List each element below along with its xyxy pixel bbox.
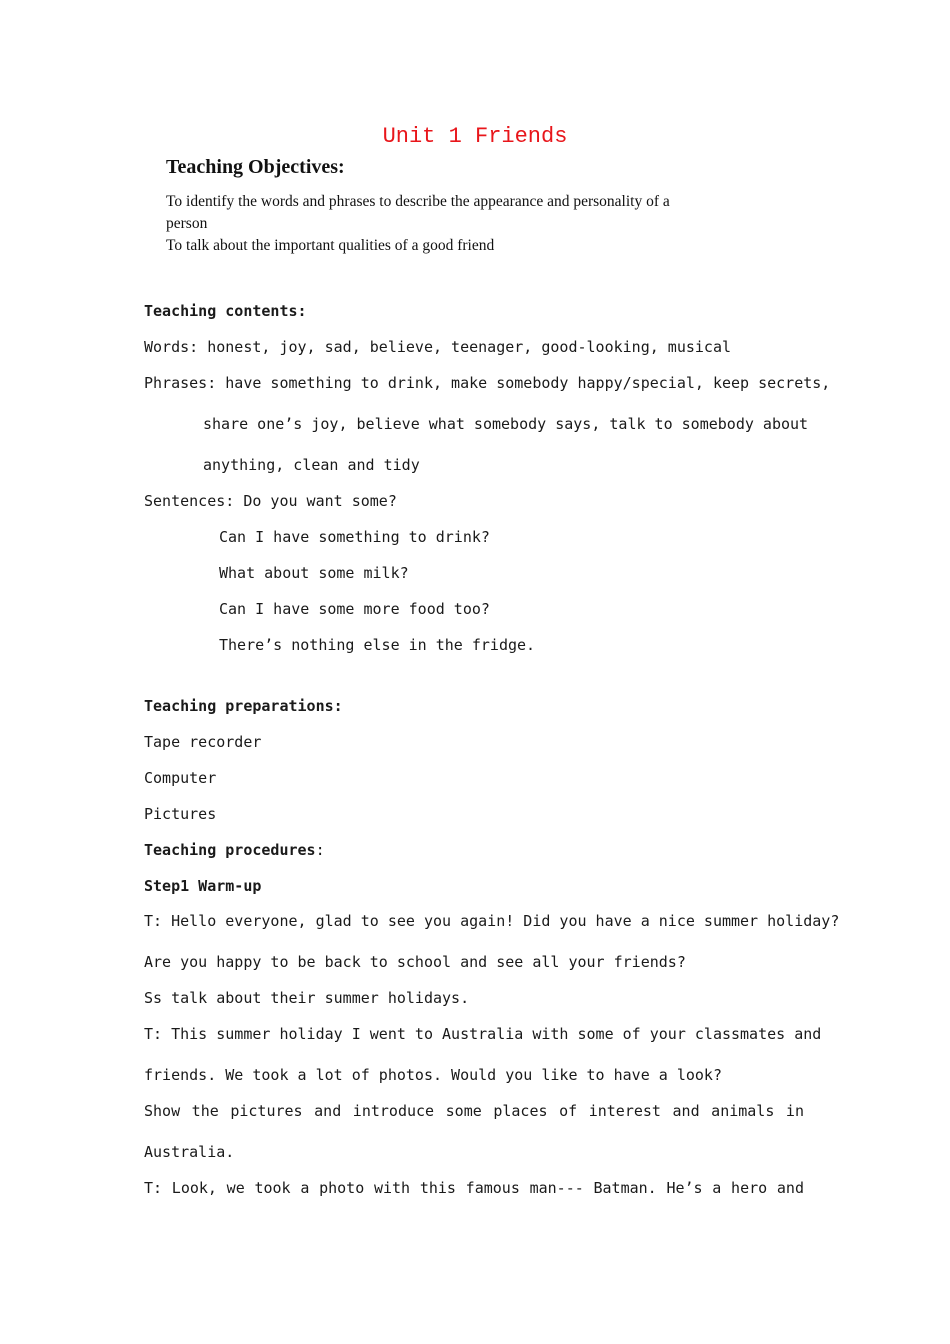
- contents-sentences-label: Sentences: Do you want some?: [144, 492, 397, 510]
- contents-words: Words: honest, joy, sad, believe, teenager, good-looking, musical: [144, 338, 731, 356]
- paragraph-line: T: Hello everyone, glad to see you again! Did you have a nice summer holiday?: [144, 912, 840, 930]
- contents-sentence: Can I have some more food too?: [219, 600, 490, 618]
- objective-line-2: person: [166, 215, 208, 232]
- paragraph-line: Are you happy to be back to school and see all your friends?: [144, 953, 686, 971]
- objective-line-3: To talk about the important qualities of a good friend: [166, 237, 495, 254]
- step1-heading: Step1 Warm-up: [144, 877, 262, 895]
- objective-line-1: To identify the words and phrases to describe the appearance and personality of a: [166, 193, 670, 210]
- paragraph-line: Ss talk about their summer holidays.: [144, 989, 470, 1007]
- contents-phrases-line-3: anything, clean and tidy: [203, 456, 420, 474]
- paragraph-line: T: This summer holiday I went to Australia with some of your classmates and: [144, 1025, 822, 1043]
- paragraph-line: friends. We took a lot of photos. Would you like to have a look?: [144, 1066, 722, 1084]
- preparation-item: Tape recorder: [144, 733, 262, 751]
- contents-sentence: What about some milk?: [219, 564, 409, 582]
- paragraph-line: T: Look, we took a photo with this famous man--- Batman. He’s a hero and: [144, 1179, 804, 1197]
- preparation-item: Computer: [144, 769, 217, 787]
- preparations-heading: Teaching preparations:: [144, 697, 343, 715]
- procedures-heading-colon: :: [315, 841, 325, 859]
- paragraph-line: Show the pictures and introduce some places of interest and animals in: [144, 1102, 804, 1120]
- paragraph-line: Australia.: [144, 1143, 235, 1161]
- contents-sentence: Can I have something to drink?: [219, 528, 490, 546]
- objectives-heading: Teaching Objectives:: [166, 156, 345, 178]
- page-title: Unit 1 Friends: [382, 124, 568, 149]
- contents-sentence: There’s nothing else in the fridge.: [219, 636, 536, 654]
- procedures-heading: [144, 841, 325, 859]
- preparation-item: Pictures: [144, 805, 217, 823]
- procedures-heading-text: Teaching procedures: [144, 841, 316, 859]
- contents-phrases-line-1: Phrases: have something to drink, make somebody happy/special, keep secrets,: [144, 374, 831, 392]
- contents-heading: Teaching contents:: [144, 302, 307, 320]
- contents-phrases-line-2: share one’s joy, believe what somebody says, talk to somebody about: [203, 415, 809, 433]
